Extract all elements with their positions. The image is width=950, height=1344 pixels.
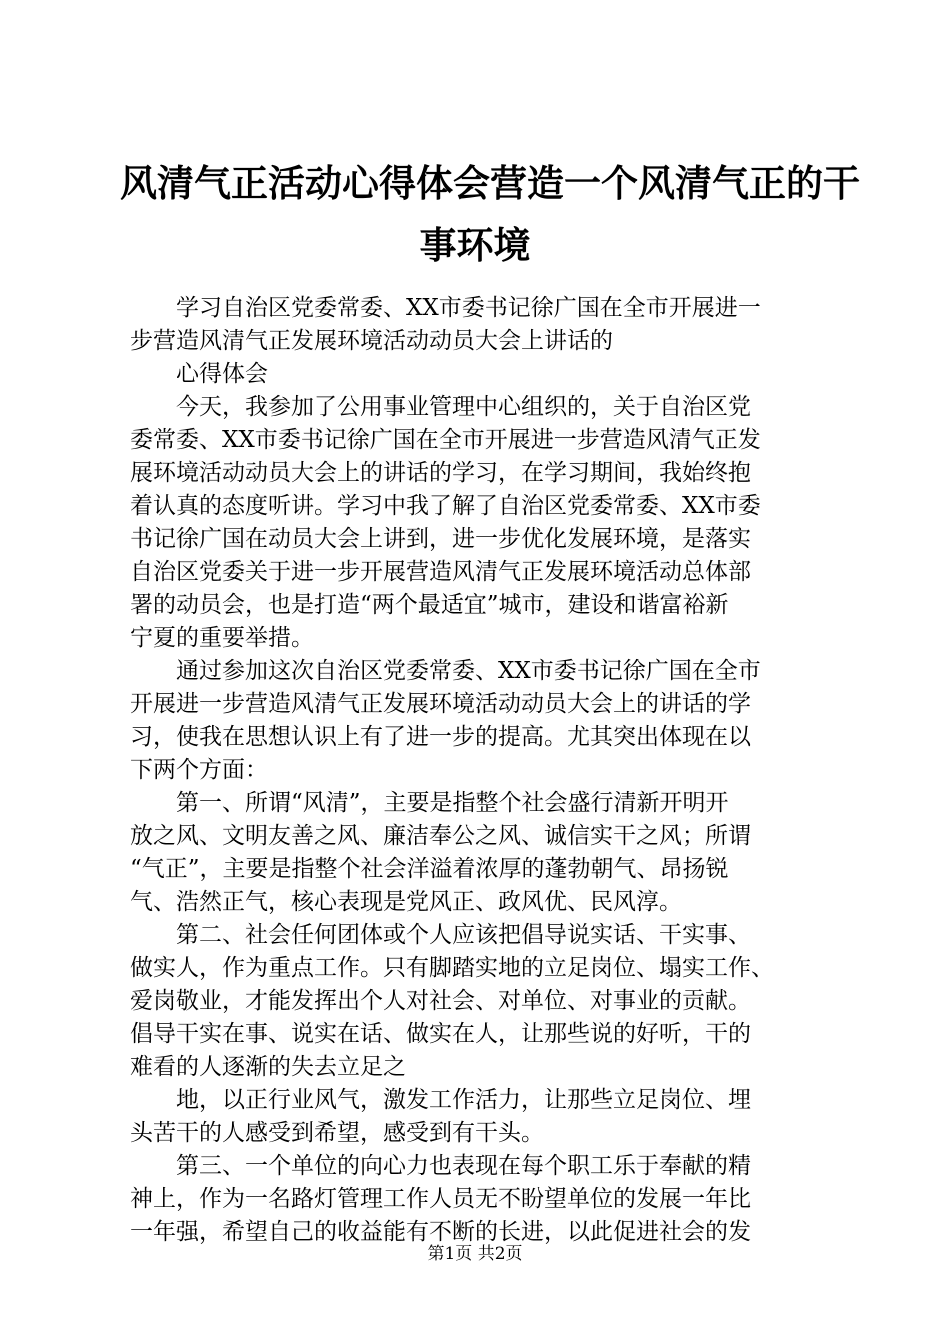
body-line: 今天，我参加了公用事业管理中心组织的，关于自治区党: [130, 394, 751, 420]
body-line: 神上，作为一名路灯管理工作人员无不盼望单位的发展一年比: [130, 1186, 751, 1212]
body-line: 通过参加这次自治区党委常委、XX市委书记徐广国在全市: [130, 658, 761, 684]
document-title-line-1: 风清气正活动心得体会营造一个风清气正的干: [120, 161, 860, 205]
body-line: 着认真的态度听讲。学习中我了解了自治区党委常委、XX市委: [130, 493, 761, 519]
body-line: 倡导干实在事、说实在话、做实在人，让那些说的好听，干的: [130, 1021, 751, 1047]
body-line: 步营造风清气正发展环境活动动员大会上讲话的: [130, 328, 613, 354]
body-line: 下两个方面：: [130, 757, 268, 783]
body-line: 书记徐广国在动员大会上讲到，进一步优化发展环境，是落实: [130, 526, 751, 552]
page-number-footer: 第1页 共2页: [427, 1244, 523, 1264]
body-line: 心得体会: [130, 361, 268, 387]
body-line: 头苦干的人感受到希望，感受到有干头。: [130, 1120, 544, 1146]
body-line: 署的动员会，也是打造“两个最适宜”城市，建设和谐富裕新: [130, 592, 729, 618]
body-line: 宁夏的重要举措。: [130, 625, 314, 651]
document-title-line-2: 事环境: [419, 223, 531, 267]
body-line: 放之风、文明友善之风、廉洁奉公之风、诚信实干之风；所谓: [130, 823, 751, 849]
body-line: 习，使我在思想认识上有了进一步的提高。尤其突出体现在以: [130, 724, 751, 750]
body-line: 委常委、XX市委书记徐广国在全市开展进一步营造风清气正发: [130, 427, 761, 453]
body-line: 开展进一步营造风清气正发展环境活动动员大会上的讲话的学: [130, 691, 751, 717]
body-line: 做实人，作为重点工作。只有脚踏实地的立足岗位、塌实工作、: [130, 955, 774, 981]
body-line: 自治区党委关于进一步开展营造风清气正发展环境活动总体部: [130, 559, 751, 585]
body-line: 地，以正行业风气，激发工作活力，让那些立足岗位、埋: [130, 1087, 751, 1113]
body-line: 第三、一个单位的向心力也表现在每个职工乐于奉献的精: [130, 1153, 751, 1179]
body-line: 第二、社会任何团体或个人应该把倡导说实话、干实事、: [130, 922, 751, 948]
body-line: 第一、所谓“风清”，主要是指整个社会盛行清新开明开: [130, 790, 729, 816]
body-line: “气正”，主要是指整个社会洋溢着浓厚的蓬勃朝气、昂扬锐: [130, 856, 729, 882]
body-line: 气、浩然正气，核心表现是党风正、政风优、民风淳。: [130, 889, 682, 915]
body-line: 一年强，希望自己的收益能有不断的长进，以此促进社会的发: [130, 1219, 751, 1245]
body-line: 爱岗敬业，才能发挥出个人对社会、对单位、对事业的贡献。: [130, 988, 751, 1014]
body-line: 展环境活动动员大会上的讲话的学习，在学习期间，我始终抱: [130, 460, 751, 486]
body-line: 难看的人逐渐的失去立足之: [130, 1054, 406, 1080]
body-line: 学习自治区党委常委、XX市委书记徐广国在全市开展进一: [130, 295, 761, 321]
